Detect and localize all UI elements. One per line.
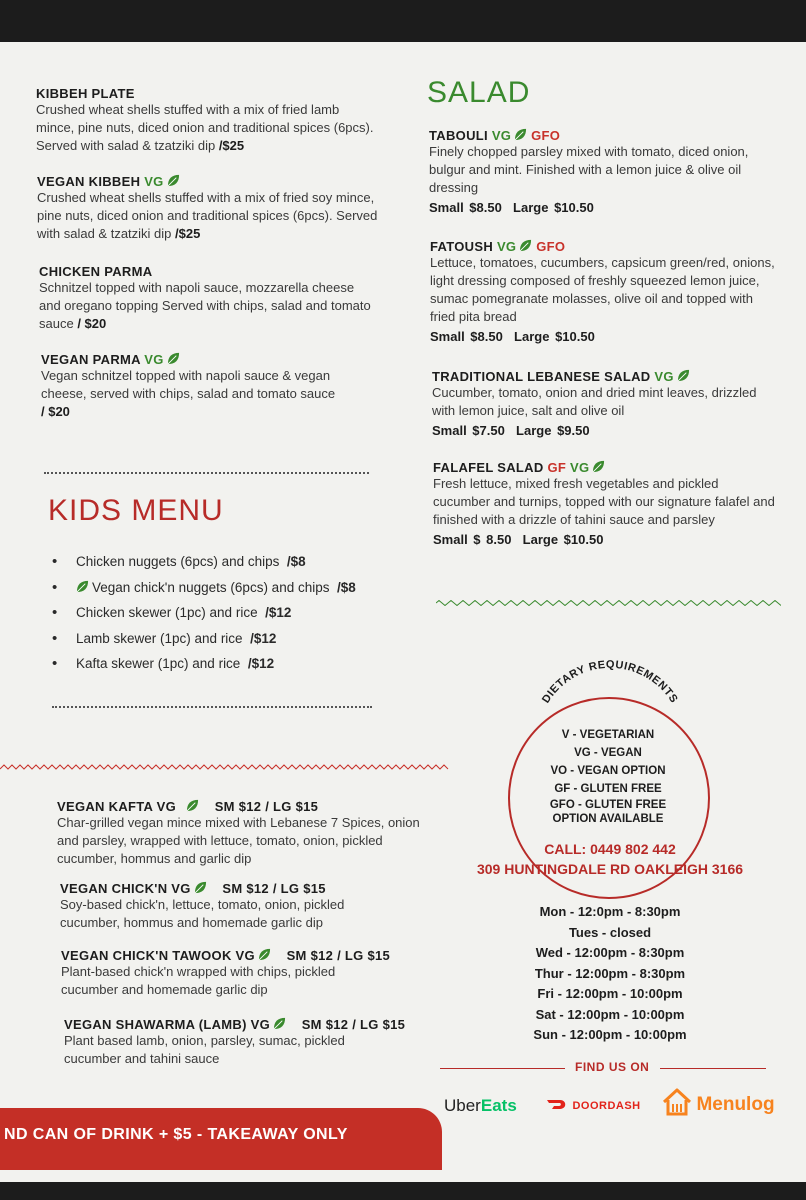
menu-page	[0, 42, 806, 1182]
item-name: FATOUSH VG GFO	[430, 239, 566, 254]
item-description: Finely chopped parsley mixed with tomato, diced onion, bulgur and mint. Finished with a lemon juice & olive oil dressing	[429, 144, 749, 195]
item-prices: Small $8.50 Large $10.50	[430, 329, 595, 344]
list-item: • Lamb skewer (1pc) and rice /$12	[52, 631, 412, 657]
item-description: Plant based lamb, onion, parsley, sumac, pickled cucumber and tahini sauce	[64, 1033, 345, 1066]
kids-menu-list	[52, 554, 412, 682]
item-name: VEGAN SHAWARMA (LAMB) VG SM $12 / LG $15	[64, 1017, 406, 1032]
leaf-icon	[519, 239, 532, 252]
legend-line: VG - VEGAN	[574, 747, 642, 759]
find-us-divider-right	[660, 1068, 766, 1069]
item-description: Plant-based chick'n wrapped with chips, pickled cucumber and homemade garlic dip	[61, 964, 336, 997]
salad-heading: SALAD	[427, 76, 531, 109]
divider	[52, 706, 372, 708]
item-name: VEGAN KIBBEH VG	[37, 174, 382, 189]
item-description: Vegan schnitzel topped with napoli sauce & vegan cheese, served with chips, salad and tomato sauce / $20	[41, 368, 336, 419]
zigzag-divider	[436, 600, 781, 606]
salad-item-falafel	[433, 460, 778, 547]
salad-item-tabouli	[429, 128, 779, 215]
item-description: Soy-based chick'n, lettuce, tomato, onion, pickled cucumber, hommus and homemade garlic dip	[60, 897, 345, 930]
hours-line: Sat - 12:00pm - 10:00pm	[535, 1006, 685, 1022]
legend-line: OPTION AVAILABLE	[552, 813, 664, 825]
find-us-label: FIND US ON	[575, 1060, 650, 1074]
vegan-tag: VG	[496, 239, 517, 254]
legend-line: GFO - GLUTEN FREE	[549, 799, 667, 811]
leaf-icon	[194, 881, 207, 894]
menu-item-chicken-parma	[39, 264, 379, 333]
menu-item-vegan-chickn-tawook	[61, 948, 416, 999]
item-description: Char-grilled vegan mince mixed with Lebanese 7 Spices, onion and parsley, wrapped with lettuce, tomato, onion, pickled cucumber, hommus and garlic dip	[57, 815, 420, 866]
phone-number: CALL: 0449 802 442	[544, 841, 676, 857]
item-price: SM $12 / LG $15	[286, 948, 391, 963]
house-icon	[662, 1088, 692, 1116]
vegan-tag: VG	[144, 352, 164, 367]
vegan-tag: VG	[570, 460, 590, 475]
hours-line: Mon - 12:0pm - 8:30pm	[539, 904, 681, 919]
item-name: VEGAN CHICK'N TAWOOK VG SM $12 / LG $15	[61, 948, 391, 963]
kids-menu-heading: KIDS MENU	[48, 494, 224, 527]
vegan-tag: VG	[144, 174, 164, 189]
leaf-icon	[76, 580, 89, 593]
dietary-title: DIETARY REQUIREMENTS	[540, 658, 680, 706]
find-us-divider-left	[440, 1068, 565, 1069]
gfo-tag: GFO	[536, 239, 566, 254]
leaf-icon	[677, 369, 690, 382]
menu-item-vegan-kafta	[57, 799, 422, 868]
list-item: • Vegan chick'n nuggets (6pcs) and chips /$8	[52, 580, 412, 606]
item-price: /$25	[171, 226, 201, 241]
salad-item-traditional-lebanese	[432, 369, 782, 438]
legend-line: GF - GLUTEN FREE	[554, 783, 662, 795]
ubereats-logo[interactable]: UberEats	[444, 1096, 517, 1115]
vegan-tag: VG	[654, 369, 674, 384]
legend-line: V - VEGETARIAN	[561, 729, 655, 741]
item-price: SM $12 / LG $15	[214, 799, 319, 814]
list-item: • Chicken skewer (1pc) and rice /$12	[52, 605, 412, 631]
address: 309 HUNTINGDALE RD OAKLEIGH 3166	[476, 861, 744, 877]
vegan-tag: VG	[491, 128, 512, 143]
hours-line: Fri - 12:00pm - 10:00pm	[537, 986, 683, 1001]
item-description: Fresh lettuce, mixed fresh vegetables and pickled cucumber and turnips, topped with our signature falafel and finished with a drizzle of tahini sauce and parsley	[433, 476, 775, 527]
leaf-icon	[167, 174, 180, 187]
item-name: TABOULI VG GFO	[429, 128, 561, 143]
list-item: • Kafta skewer (1pc) and rice /$12	[52, 656, 412, 682]
menulog-logo[interactable]: Menulog	[662, 1088, 775, 1116]
hours-line: Wed - 12:00pm - 8:30pm	[535, 945, 685, 960]
hours-line: Thur - 12:00pm - 8:30pm	[534, 965, 686, 981]
item-description: Crushed wheat shells stuffed with a mix of fried lamb mince, pine nuts, diced onion and traditional spices (6pcs). Served with salad & tzatziki dip /$25	[36, 102, 374, 153]
salad-item-fatoush	[430, 239, 780, 344]
item-name: VEGAN PARMA VG	[41, 352, 341, 367]
item-name: TRADITIONAL LEBANESE SALAD VG	[432, 369, 782, 384]
divider	[44, 472, 369, 474]
item-name: VEGAN CHICK'N VG SM $12 / LG $15	[60, 881, 326, 896]
item-name: VEGAN KAFTA VG SM $12 / LG $15	[57, 799, 319, 814]
hours-line: Sun - 12:00pm - 10:00pm	[533, 1027, 687, 1042]
item-description: Lettuce, tomatoes, cucumbers, capsicum green/red, onions, light dressing composed of freshly squeezed lemon juice, sumac pomegranate molasses, olive oil and topped with fried pita bread	[430, 255, 775, 324]
item-prices: Small $ 8.50 Large $10.50	[433, 532, 604, 547]
item-price: /$25	[215, 138, 245, 153]
item-description: Crushed wheat shells stuffed with a mix of fried soy mince, pine nuts, diced onion and traditional spices (6pcs). Served with salad & tzatziki dip /$25	[37, 190, 378, 241]
item-prices: Small $8.50 Large $10.50	[429, 200, 594, 215]
item-name: CHICKEN PARMA	[39, 264, 153, 279]
item-price: / $20	[73, 316, 107, 331]
hours-line: Tues - closed	[568, 924, 652, 940]
item-price: / $20	[41, 404, 70, 419]
zigzag-divider	[0, 764, 450, 770]
svg-text:DIETARY REQUIREMENTS	[540, 659, 680, 706]
leaf-icon	[592, 460, 605, 473]
item-name: FALAFEL SALAD GF VG	[433, 460, 778, 475]
leaf-icon	[167, 352, 180, 365]
doordash-logo[interactable]: DOORDASH	[546, 1096, 641, 1114]
list-item: • Chicken nuggets (6pcs) and chips /$8	[52, 554, 412, 580]
item-name: KIBBEH PLATE	[36, 86, 135, 101]
dietary-legend	[520, 726, 696, 826]
menu-item-vegan-chickn	[60, 881, 405, 932]
leaf-icon	[514, 128, 527, 141]
promo-banner	[0, 1108, 442, 1170]
menu-item-vegan-parma	[41, 352, 341, 421]
item-price: SM $12 / LG $15	[301, 1017, 406, 1032]
doordash-icon	[546, 1098, 568, 1110]
item-price: SM $12 / LG $15	[222, 881, 326, 896]
item-prices: Small $7.50 Large $9.50	[432, 423, 590, 438]
menu-item-vegan-kibbeh	[37, 174, 382, 243]
leaf-icon	[273, 1017, 286, 1030]
menu-item-kibbeh-plate	[36, 86, 381, 155]
gf-tag: GF	[547, 460, 567, 475]
item-description: Schnitzel topped with napoli sauce, mozzarella cheese and oregano topping Served with chips, salad and tomato sauce / $20	[39, 280, 371, 331]
leaf-icon	[258, 948, 271, 961]
item-description: Cucumber, tomato, onion and dried mint leaves, drizzled with lemon juice, salt and olive oil	[432, 385, 757, 418]
legend-line: VO - VEGAN OPTION	[550, 765, 666, 777]
promo-text: ND CAN OF DRINK + $5 - TAKEAWAY ONLY	[4, 1126, 348, 1143]
menu-item-vegan-shawarma	[64, 1017, 419, 1068]
gfo-tag: GFO	[531, 128, 561, 143]
opening-hours	[510, 902, 710, 1046]
leaf-icon	[186, 799, 199, 812]
